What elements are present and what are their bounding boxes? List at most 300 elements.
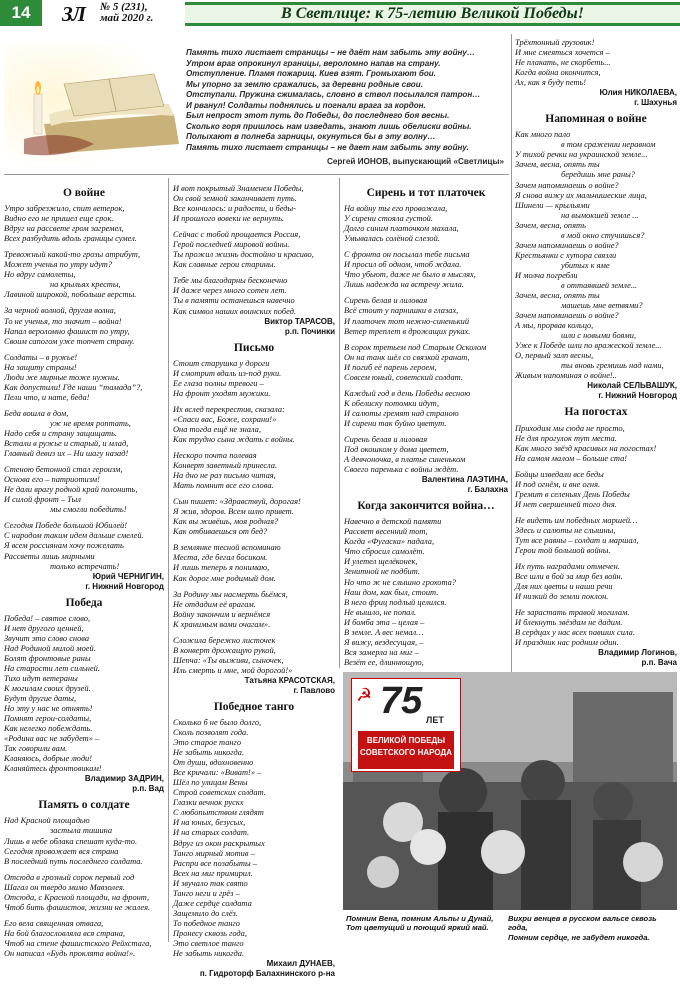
- caption-line: Вихри венцев в русском вальсе сквозь года,: [508, 914, 657, 933]
- column-divider: [168, 178, 169, 942]
- poem-line: мы смогли победить!: [50, 505, 127, 515]
- poem-line: Как трудно сына ждать с войны.: [173, 434, 295, 444]
- poem-line: Кланяйтесь фронтовикам!: [4, 764, 102, 774]
- poem-line: Строй советских солдат.: [173, 788, 266, 798]
- poem-line: И силой фронт – Тыл: [4, 495, 81, 505]
- poem-line: И вот покрытый Знаменем Победы,: [173, 184, 304, 193]
- poem-line: Главный девиз их – Ни шагу назад!: [4, 449, 129, 459]
- poem-line: И даже через много сотен лет.: [173, 286, 287, 296]
- poem-line: И мне смеяться хочется –: [515, 48, 610, 58]
- poem-line: Сложила бережно листочек: [173, 635, 276, 645]
- poem-line: «Родина вас не забудет» –: [4, 734, 100, 744]
- issue-number: № 5 (231),: [100, 1, 148, 13]
- photo-caption-right: [508, 914, 678, 942]
- author-name: Валентина ЛАЭТИНА,: [421, 475, 508, 485]
- poem-line: Как дорог мне родимый дом.: [173, 573, 276, 583]
- intro-poem-box: [4, 40, 509, 170]
- badge-suffix: ЛЕТ: [426, 715, 444, 725]
- poem-line: И смотрит вдаль из-под руки.: [173, 368, 282, 378]
- poem-line: И на старых солдат.: [173, 828, 250, 838]
- poem-line: Все кричали: «Виват!» –: [173, 768, 262, 778]
- poem-line: На дно не раз письмо читая,: [173, 471, 276, 481]
- poem-line: Стеною бетонной стал героизм,: [4, 465, 123, 475]
- poem-line: За Родину мы насмерть бьёмся,: [173, 589, 288, 599]
- poem-line: Сегодня Победе большой Юбилей!: [4, 521, 128, 531]
- poem-line: Шинели — крыльями: [515, 200, 590, 210]
- poem-body: [4, 614, 164, 775]
- poem-line: Рассветы лишь мирными: [4, 551, 95, 561]
- poem-line: Тревожный какой-то грозы атрибут,: [4, 250, 141, 260]
- poem-author: [173, 317, 335, 337]
- poem-line: Это старое танго: [173, 738, 242, 748]
- poem-line: С народом таким идем дальше смелей.: [4, 531, 144, 541]
- poem-line: только встречать!: [50, 561, 120, 571]
- poem-line: Не плакать, не скорбеть...: [515, 58, 611, 68]
- poem-line: Нескоро почта полевая: [173, 450, 257, 460]
- caption-line: Помним сердце, не забудет никогда.: [508, 932, 650, 942]
- poem-line: Уже к Победе шли по вражеской земле...: [515, 341, 662, 351]
- poem-line: Каждый год в день Победы весною: [344, 388, 471, 398]
- hammer-sickle-icon: ☭: [356, 685, 373, 706]
- anniversary-badge: [351, 678, 461, 772]
- author-place: р.п. Вача: [641, 658, 677, 668]
- intro-poem-line: Утром враг опрокинул границы, вероломно напав на страну.: [186, 58, 441, 68]
- poem-line: Все шли в бой за мир без войн.: [515, 572, 623, 582]
- column-divider: [511, 34, 512, 674]
- poem-line: В сорок третьем под Старым Осколом: [344, 342, 487, 352]
- poem-line: Ты прожил жизнь достойно и красиво,: [173, 250, 314, 260]
- poem-line: машешь мне ветвями?: [561, 301, 643, 311]
- poem-line: Я жив, здоров. Всем шлю привет.: [173, 507, 294, 517]
- intro-poem-line: И рванул! Солдаты поднялись и погнали врага за кордон.: [186, 100, 426, 110]
- poem-line: За черной волной, другая волна,: [4, 306, 116, 316]
- poem-author: [515, 648, 677, 668]
- poem-line: Что сбросил самолёт.: [344, 547, 425, 557]
- poem-line: В него фриц подлый целился.: [344, 597, 447, 607]
- poem-line: Лишь в небе облака спешат куда-то.: [4, 836, 138, 846]
- column-3: [344, 184, 508, 668]
- poem-line: О, первый залп весны,: [515, 351, 594, 361]
- poem-line: Сын пишет: «Здравствуй, дорогая!: [173, 497, 301, 507]
- poem-line: Когда «Фугаска» падала,: [344, 537, 435, 547]
- intro-poem: [186, 48, 504, 173]
- poem-line: От души, вдохновенно: [173, 758, 254, 768]
- poem-line: Танго неги и грёз –: [173, 888, 240, 898]
- poem-line: И прошлого вовеки не вернуть.: [173, 214, 285, 224]
- poem-line: Шёл по улицам Вены: [173, 778, 248, 788]
- poem-line: в том сражении неравном: [561, 140, 656, 150]
- poem-title: Победное танго: [213, 700, 295, 713]
- poem-line: в мой окно стучишься?: [561, 230, 645, 240]
- poem-line: С фронта он посылал тебе письма: [344, 250, 470, 260]
- poem-line: Но что ж не слышно грохота?: [344, 577, 456, 587]
- poem-line: Его вела священная отвага,: [4, 918, 104, 928]
- poem-line: На самом малом – больше ста!: [515, 453, 628, 463]
- poem-line: Места, где бегал босиком.: [173, 553, 268, 563]
- caption-line: Помним Вена, помним Альпы и Дунай,: [346, 914, 494, 923]
- intro-poem-line: Был непрост этот путь до Победы, до последнего боя весны.: [186, 111, 450, 120]
- poem-line: Зачем напоминаешь о войне?: [515, 240, 619, 250]
- poem-title: Письмо: [233, 341, 275, 354]
- banner-title: В Светлице: к 75-летию Великой Победы!: [185, 5, 680, 23]
- poem-line: бередишь мне раны?: [561, 170, 635, 180]
- poem-line: А девчоночка, в платье синеньком: [344, 455, 466, 465]
- poem-line: Тебе мы благодарны бесконечно: [173, 276, 288, 286]
- poem-body: [344, 204, 508, 475]
- poem-line: Сирень белая и лиловая: [344, 434, 428, 444]
- poem-line: Ветер треплет в дрожащих руках.: [344, 326, 471, 336]
- poem-line: Видно его не пришел еще срок.: [4, 214, 114, 224]
- poem-line: Вдруг из окон раскрытых: [173, 838, 265, 848]
- poem-line: Зачем, весна, опять ты: [515, 291, 600, 301]
- poem-line: Основа его – патриотизм!: [4, 475, 100, 485]
- poem-line: Не вышло, не попал.: [344, 607, 417, 617]
- poem-line: И лишь теперь я понимаю,: [173, 563, 270, 573]
- author-name: Николай СЕЛЬВАШУК,: [587, 381, 677, 391]
- poem-line: Лишь надежда на встречу жила.: [344, 280, 464, 290]
- poem-line: Герой последней мировой войны.: [173, 240, 290, 250]
- poem-line: Своим сапогом уже топчет страну.: [4, 336, 135, 346]
- author-place: г. Нижний Новгород: [598, 391, 677, 401]
- poem-line: Сколь позволят года.: [173, 728, 249, 738]
- poem-line: Победа! – святое слово,: [4, 613, 91, 623]
- poem-line: шли с новыми боями,: [561, 331, 637, 341]
- poem-title: Победа: [65, 596, 103, 609]
- poem-line: Он на танк шёл со связкой гранат,: [344, 352, 470, 362]
- poem-line: Глазки вечнок рускх: [173, 798, 244, 808]
- issue-info: [100, 2, 153, 24]
- poem-author: [515, 88, 677, 108]
- poem-line: Не забыть никогда.: [173, 748, 245, 758]
- poem-line: Он написал «Будь проклята война!».: [4, 949, 136, 958]
- poem-line: Я снова вижу их мальчишеские лица,: [515, 190, 647, 200]
- poem-line: Как много звёзд красивых на погостах!: [515, 443, 657, 453]
- poem-line: Приходим мы сюда не просто,: [515, 423, 625, 433]
- poem-title: О войне: [62, 187, 106, 199]
- poem-line: застыла тишина: [50, 826, 113, 836]
- poem-author: [344, 475, 508, 495]
- poem-line: Стоит старушка у дороги: [173, 358, 270, 368]
- poem-body: [515, 424, 677, 649]
- poem-line: Рассвет весенний тот,: [344, 527, 428, 537]
- author-place: п. Гидроторф Балахнинского р-на: [199, 969, 335, 979]
- poem-line: Иль смерть и мне, мой дорогой!»: [173, 665, 293, 675]
- poem-line: И звучало так свято: [173, 878, 248, 888]
- poem-line: И просил об одном, чтоб ждала.: [344, 260, 462, 270]
- column-4: [515, 38, 677, 674]
- author-name: Владимир Логинов,: [598, 648, 677, 658]
- poem-line: Люди же мирные тоже нужны.: [4, 372, 120, 382]
- poem-line: Болят фронтовые раны: [4, 653, 91, 663]
- poem-line: в оттаявшей земле...: [561, 280, 638, 290]
- badge-ribbon: [358, 731, 454, 769]
- poem-line: В последний путь последнего солдата.: [4, 856, 143, 866]
- poem-line: И погиб её парень героем,: [344, 362, 437, 372]
- poem-line: Как символ наших воинских побед.: [173, 306, 296, 316]
- poem-line: У сирени стояла густой.: [344, 214, 433, 224]
- poem-line: То победное танго: [173, 918, 240, 928]
- poem-body: [173, 184, 335, 317]
- author-name: Михаил ДУНАЕВ,: [266, 959, 335, 969]
- poem-line: Как много пало: [515, 130, 571, 140]
- poem-author: [4, 572, 164, 592]
- poem-line: Не дали врагу родной край полонить,: [4, 485, 138, 495]
- poem-line: «Спаси вас, Боже, сохрани!»: [173, 414, 277, 424]
- poem-line: На войну ты его провожала,: [344, 204, 448, 214]
- poem-line: Когда война окончится,: [515, 68, 601, 78]
- poem-line: Под окошком у дома цветет,: [344, 445, 449, 455]
- poem-line: Распри все позабыты –: [173, 858, 257, 868]
- poem-line: И низкий до земли поклон.: [515, 592, 609, 602]
- poem-line: Но эту у нас не отнять!: [4, 704, 93, 714]
- poem-line: Их путь наградами отмечен.: [515, 562, 620, 572]
- poem-body: [515, 130, 677, 381]
- poem-line: Звучит это слово снова: [4, 633, 90, 643]
- intro-poem-line: Память тихо листает страницы – не даёт нам забыть эту войну…: [186, 48, 475, 57]
- banner-bar: [185, 2, 680, 26]
- poem-author: [173, 676, 335, 696]
- poem-line: И нет другого ценней,: [4, 623, 84, 633]
- poem-line: То не ученья, то значит – война!: [4, 316, 122, 326]
- poem-line: Надо себя и страну защищать.: [4, 428, 117, 438]
- poem-line: В конверт дрожащую рукой,: [173, 645, 276, 655]
- author-name: Татьяна КРАСОТСКАЯ,: [244, 675, 335, 685]
- poem-line: Не видеть им победных маршей…: [515, 515, 638, 525]
- book-candle-illustration: [4, 44, 184, 164]
- poem-line: Над Красной площадью: [4, 816, 90, 826]
- poem-line: убитых к яме: [561, 260, 610, 270]
- intro-poem-line: Отступали. Пружина сжималась, словно в ствол посылался патрон…: [186, 90, 481, 99]
- author-name: Владимир ЗАДРИН,: [84, 774, 164, 784]
- author-name: Виктор ТАРАСОВ,: [264, 316, 335, 326]
- author-place: г. Павлово: [293, 685, 335, 695]
- poem-line: Для них цветы и наши речи: [515, 582, 613, 592]
- poem-line: Чтоб на стене фашистского Рейхстага,: [4, 938, 152, 948]
- poem-line: Умывалась солёной слезой.: [344, 234, 440, 244]
- poem-line: Везёт ее, длиннющую,: [344, 657, 424, 667]
- poem-line: Совсем юный, советский солдат.: [344, 372, 463, 382]
- poem-line: И нет свершенней того дня.: [515, 499, 617, 509]
- poem-line: На старости лет сильней.: [4, 663, 100, 673]
- poem-line: Сейчас с тобой прощается Россия,: [173, 230, 301, 240]
- badge-line: СОВЕТСКОГО НАРОДА: [360, 748, 452, 757]
- newspaper-logo: ЗЛ: [62, 2, 86, 26]
- poem-line: Ах, как я буду петь!: [515, 78, 587, 88]
- poem-line: Кланяюсь, добрые люди!: [4, 754, 93, 764]
- poem-line: Всех разбудить вдоль границы сумел.: [4, 234, 137, 244]
- poem-line: С любопытством глядят: [173, 808, 264, 818]
- page-number: 14: [0, 0, 42, 26]
- poem-line: Что убьют, даже не было в мыслях,: [344, 270, 476, 280]
- poem-body: [4, 816, 164, 959]
- poem-line: Трёхтонный грузовик!: [515, 38, 595, 47]
- poem-line: Утро забрезжило, спит ветерок,: [4, 204, 125, 214]
- author-name: Юлия НИКОЛАЕВА,: [599, 88, 677, 98]
- badge-number: 75: [380, 680, 423, 722]
- poem-line: Тут все равны – солдат и маршал,: [515, 535, 639, 545]
- poem-line: Это светлое танго: [173, 939, 244, 948]
- poem-line: Бойцы изведали все беды: [515, 469, 604, 479]
- page-header: [0, 0, 680, 28]
- poem-body: [515, 38, 677, 88]
- poem-line: Отсюда, с Красной площади, на фронт,: [4, 892, 150, 902]
- intro-poem-line: Память тихо листает страницы – не дает нам забыть эту войну.: [186, 142, 469, 152]
- poem-body: [344, 517, 508, 668]
- poem-line: И блекнуть звёздам не дадим.: [515, 618, 623, 628]
- top-divider: [4, 174, 509, 175]
- poem-line: А мы, прорвав кольцо,: [515, 321, 594, 331]
- poem-line: Зачем, весна, опять ты: [515, 160, 600, 170]
- poem-line: Мать помнит все его слова.: [173, 481, 274, 491]
- poem-line: Шепча: «Ты выживи, сыночек,: [173, 655, 284, 665]
- poem-line: Даже сердце солдата: [173, 898, 252, 908]
- poem-line: уж не время роптать,: [50, 418, 131, 428]
- poem-line: Не для прогулок тут места.: [515, 433, 617, 443]
- poem-line: Герои той большой войны.: [515, 546, 611, 556]
- poem-line: Долго синим платочком махала,: [344, 224, 459, 234]
- poem-line: Помнят герои-солдаты,: [4, 714, 92, 724]
- caption-line: Тот цветущий и поющий яркий май.: [346, 923, 489, 933]
- poem-line: Как вы живёшь, моя родная?: [173, 517, 279, 527]
- author-place: р.п. Вад: [132, 784, 164, 794]
- poem-line: Всех на миг примирил.: [173, 868, 253, 878]
- author-place: г. Шахунья: [634, 98, 677, 108]
- poem-line: И под огнём, и вне огня.: [515, 479, 601, 489]
- poem-line: И молча погребли: [515, 270, 578, 280]
- poem-line: Над Родиной милой моей.: [4, 643, 96, 653]
- poem-line: И салюты гремят над страною: [344, 408, 459, 418]
- poem-line: Как отбиваешься от бед?: [173, 527, 268, 537]
- column-divider: [339, 178, 340, 668]
- poem-author: [4, 774, 164, 794]
- poem-line: Вдруг на рассвете гром загремел,: [4, 224, 124, 234]
- poem-line: На фронт уходят мужики.: [173, 388, 271, 398]
- intro-poem-lines: [186, 48, 504, 153]
- poem-line: Здесь и салюты не слышны,: [515, 525, 616, 535]
- poem-line: Сегодня провожает вся страна: [4, 846, 119, 856]
- poem-line: Он свой земной заканчивает путь.: [173, 194, 297, 204]
- poem-title: Память о солдате: [38, 799, 130, 812]
- poem-line: Будут другие даты,: [4, 694, 77, 704]
- victory-day-photo: [343, 672, 677, 910]
- poem-line: на вымокшей земле ...: [561, 210, 639, 220]
- poem-line: Солдаты – в ружье!: [4, 352, 78, 362]
- author-name: Юрий ЧЕРНИГИН,: [92, 571, 164, 581]
- poem-line: И сирени так буйно цветут.: [344, 418, 447, 428]
- issue-date: май 2020 г.: [100, 12, 154, 24]
- poem-line: Я всем россиянам хочу пожелать: [4, 541, 124, 551]
- poem-title: Сирень и тот платочек: [366, 187, 486, 199]
- poem-line: Наш дом, как был, стоит.: [344, 587, 439, 597]
- poem-body: [4, 204, 164, 572]
- poem-line: Зенитной не подбит.: [344, 567, 420, 577]
- poem-line: Их вслед перекрестив, сказала:: [173, 404, 285, 414]
- author-place: р.п. Починки: [284, 326, 335, 336]
- photo-caption-left: [346, 914, 506, 933]
- poem-line: Встали в ружье и старый, и млад,: [4, 439, 129, 449]
- poem-line: Чтоб бить фашистов, жизни не жалея.: [4, 902, 151, 912]
- poem-author: [515, 381, 677, 401]
- poem-line: Вся замерла на миг –: [344, 647, 419, 657]
- poem-line: Все кончилось: и радости, и беды-: [173, 204, 296, 214]
- column-1: [4, 184, 164, 959]
- poem-line: Войну закончим и вернёмся: [173, 609, 271, 619]
- poem-title: Напоминая о войне: [545, 113, 647, 126]
- poem-line: Может ученья по утру идут?: [4, 260, 113, 270]
- intro-poem-author: Сергей ИОНОВ, выпускающий «Светлицы»: [326, 157, 504, 166]
- poem-line: Конверт заветный принесла.: [173, 461, 278, 471]
- poem-line: Тихо идут ветераны: [4, 673, 78, 683]
- poem-line: Своего паренька с войны ждёт.: [344, 465, 459, 475]
- poem-line: Как нелегко побеждать.: [4, 724, 93, 734]
- poem-line: Сирень белая и лиловая: [344, 296, 428, 306]
- poem-line: Ты в памяти останешься навечно: [173, 296, 295, 306]
- poem-line: Навечно в детской памяти: [344, 517, 442, 527]
- poem-line: И на юных, безусых,: [173, 818, 246, 828]
- poem-line: Лавиной широкой, побольше версты.: [4, 290, 137, 300]
- badge-line: ВЕЛИКОЙ ПОБЕДЫ: [366, 736, 446, 745]
- poem-line: И бомба эта – целая –: [344, 617, 425, 627]
- author-place: г. Балахна: [467, 485, 508, 495]
- poem-line: Защемило до слёз.: [173, 908, 238, 918]
- poem-author: [173, 959, 335, 979]
- poem-line: Как славные герои старины.: [173, 260, 276, 270]
- poem-line: К обелиску потомки идут,: [344, 398, 439, 408]
- poem-line: И улетел щелёконек,: [344, 557, 418, 567]
- poem-line: Пели что, и нате, беда!: [4, 392, 90, 402]
- poem-line: И праздник нас родним один.: [515, 638, 619, 648]
- poem-title: Когда закончится война…: [357, 500, 495, 513]
- poem-line: ты вновь гремишь над нами,: [561, 361, 664, 371]
- poem-line: У тихой речки на украинской земле...: [515, 150, 648, 160]
- poem-line: В сердцах у нас всех павших сила.: [515, 628, 635, 638]
- poem-line: Не отдадим её врагам.: [173, 599, 256, 609]
- poem-line: К хранимым вами очагам».: [173, 619, 271, 629]
- poem-line: Живым напоминая о войне!..: [515, 371, 617, 381]
- poem-body: [173, 718, 335, 959]
- poem-line: Не забыть никогда.: [173, 949, 245, 959]
- poem-line: Не зарастать травой могилам.: [515, 608, 630, 618]
- poem-line: Она тогда ещё не знала,: [173, 424, 261, 434]
- poem-line: Так говорили вам.: [4, 744, 68, 754]
- poem-line: Шагал он твердо мимо Мавзолея.: [4, 882, 125, 892]
- poem-line: Но вдруг самолеты,: [4, 270, 76, 280]
- author-place: г. Нижний Новгород: [85, 581, 164, 591]
- poem-line: На бой благословляла вся страна,: [4, 928, 125, 938]
- poem-line: Крестьянки с хутора связли: [515, 250, 617, 260]
- poem-line: Всё стоит у парнишки в глазах,: [344, 306, 459, 316]
- poem-line: Зачем напоминаешь о войне?: [515, 311, 619, 321]
- poem-line: Напал вероломно фашист по утру,: [4, 326, 130, 336]
- poem-body: [173, 359, 335, 676]
- column-2: [173, 184, 335, 985]
- intro-poem-line: Отступление. Пламя пожарищ. Киев взят. Громыхают бои.: [186, 69, 437, 78]
- poem-line: Пронесу сквозь года,: [173, 928, 247, 938]
- poem-line: И платочек тот нежно-синенький: [344, 316, 470, 326]
- poem-line: на крыльях кресты,: [50, 280, 121, 290]
- poem-line: В земле. А вес немал…: [344, 627, 424, 637]
- poem-line: Танго мирный мотив –: [173, 848, 255, 858]
- poem-line: К могилам своих друзей.: [4, 683, 91, 693]
- intro-poem-line: Полыхают в полнеба зарницы, окунуться бы в эту волну…: [186, 132, 436, 141]
- intro-poem-line: Мы упорно за землю сражались, за деревни родные свои.: [186, 79, 423, 89]
- poem-line: На защиту страны!: [4, 362, 77, 372]
- poem-line: Зачем, весна, опять: [515, 220, 586, 230]
- intro-poem-line: Сколько горя пришлось нам изведать, знают лишь обелиски войны.: [186, 121, 472, 131]
- poem-line: Я вижу, вездесущая, –: [344, 637, 424, 647]
- poem-line: Гремит в селеньях День Победы: [515, 489, 630, 499]
- poem-line: Зачем напоминаешь о войне?: [515, 180, 619, 190]
